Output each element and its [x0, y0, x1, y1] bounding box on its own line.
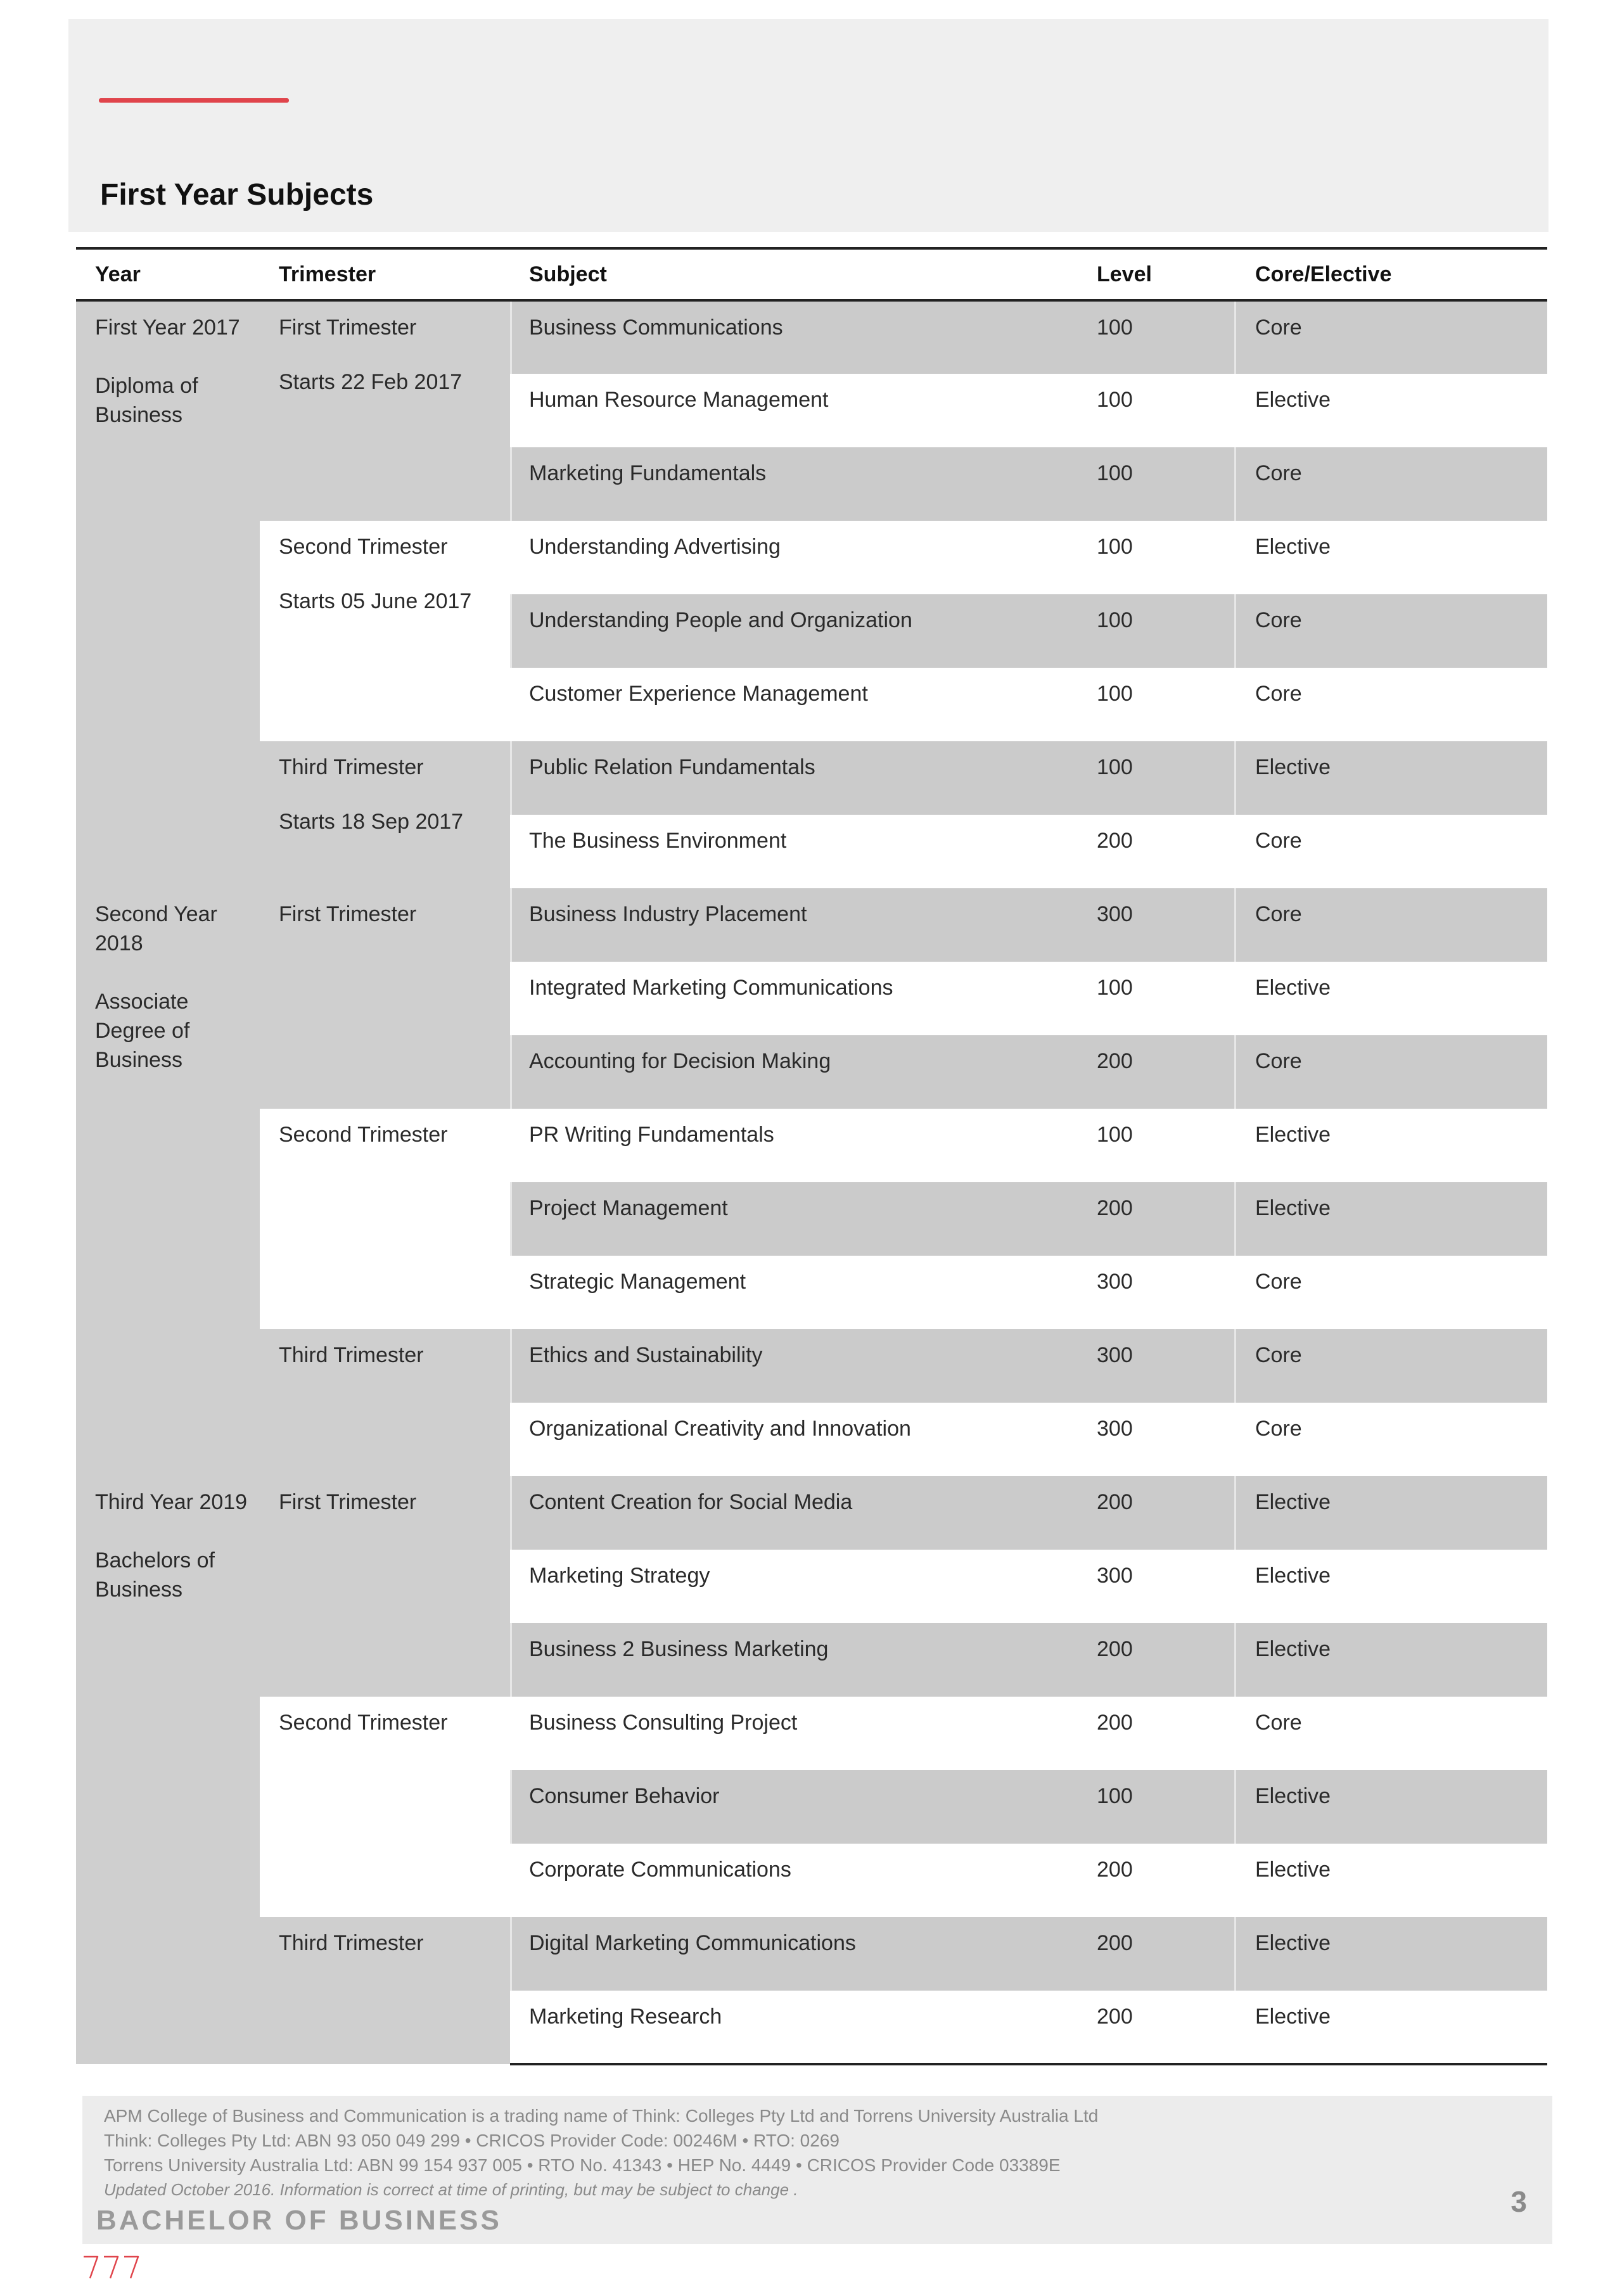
level-cell: 300 [1078, 1550, 1236, 1623]
trimester-cell [260, 1917, 510, 2064]
footer-update-note: Updated October 2016. Information is correct at time of printing, but may be subject to change . [104, 2180, 798, 2199]
level-cell: 100 [1078, 594, 1236, 668]
core-elective-cell: Elective [1236, 962, 1547, 1035]
level-cell: 200 [1078, 1476, 1236, 1550]
footer-line: Think: Colleges Pty Ltd: ABN 93 050 049 299 • CRICOS Provider Code: 00246M • RTO: 0269 [104, 2131, 840, 2150]
subjects-table [76, 247, 1547, 2065]
core-elective-cell: Elective [1236, 1623, 1547, 1697]
trimester-label: Second Trimester [279, 1123, 448, 1147]
trimester-cell [260, 1697, 510, 1917]
subject-cell: Human Resource Management [510, 374, 1078, 447]
trimester-cell [260, 521, 510, 741]
trimester-label: Third Trimester [279, 1931, 424, 1955]
year-cell [76, 300, 260, 888]
core-elective-cell: Elective [1236, 1550, 1547, 1623]
core-elective-cell: Core [1236, 300, 1547, 374]
core-elective-cell: Core [1236, 668, 1547, 741]
subject-cell: Organizational Creativity and Innovation [510, 1403, 1078, 1476]
trimester-cell [260, 741, 510, 888]
core-elective-cell: Elective [1236, 741, 1547, 815]
footer-brand: BACHELOR OF BUSINESS [96, 2205, 502, 2236]
trimester-cell [260, 1476, 510, 1697]
core-elective-cell: Elective [1236, 521, 1547, 594]
core-elective-cell: Core [1236, 1403, 1547, 1476]
trimester-start-date: Starts 18 Sep 2017 [279, 810, 464, 834]
subject-cell: Accounting for Decision Making [510, 1035, 1078, 1109]
level-cell: 100 [1078, 300, 1236, 374]
subject-cell: Business 2 Business Marketing [510, 1623, 1078, 1697]
trimester-label: Third Trimester [279, 1343, 424, 1367]
level-cell: 100 [1078, 962, 1236, 1035]
level-cell: 100 [1078, 374, 1236, 447]
subject-cell: Digital Marketing Communications [510, 1917, 1078, 1991]
subject-cell: Strategic Management [510, 1256, 1078, 1329]
subject-cell: Business Consulting Project [510, 1697, 1078, 1770]
level-cell: 300 [1078, 1403, 1236, 1476]
level-cell: 100 [1078, 1109, 1236, 1182]
subject-cell: The Business Environment [510, 815, 1078, 888]
core-elective-cell: Core [1236, 447, 1547, 521]
table-row [76, 1329, 1547, 1403]
level-cell: 200 [1078, 1035, 1236, 1109]
subject-cell: PR Writing Fundamentals [510, 1109, 1078, 1182]
footer-legal-text [104, 2103, 1098, 2202]
core-elective-cell: Elective [1236, 1991, 1547, 2064]
subject-cell: Project Management [510, 1182, 1078, 1256]
level-cell: 200 [1078, 1917, 1236, 1991]
column-header-core-elective: Core/Elective [1236, 248, 1547, 300]
accent-line [99, 98, 289, 103]
core-elective-cell: Elective [1236, 1476, 1547, 1550]
subject-cell: Business Communications [510, 300, 1078, 374]
core-elective-cell: Core [1236, 1329, 1547, 1403]
table-row [76, 1917, 1547, 1991]
trimester-cell [260, 888, 510, 1109]
year-cell [76, 888, 260, 1476]
footer-line: Torrens University Australia Ltd: ABN 99 154 937 005 • RTO No. 41343 • HEP No. 4449 • CRICOS Provider Code 03389E [104, 2155, 1061, 2175]
level-cell: 100 [1078, 447, 1236, 521]
subject-cell: Public Relation Fundamentals [510, 741, 1078, 815]
trimester-label: First Trimester [279, 902, 417, 926]
core-elective-cell: Elective [1236, 1109, 1547, 1182]
year-label: First Year 2017 [95, 316, 240, 340]
trimester-cell [260, 1109, 510, 1329]
level-cell: 100 [1078, 741, 1236, 815]
subject-cell: Marketing Fundamentals [510, 447, 1078, 521]
level-cell: 200 [1078, 1991, 1236, 2064]
footer-line: APM College of Business and Communication is a trading name of Think: Colleges Pty Ltd and Torrens University Australia Ltd [104, 2106, 1099, 2126]
subject-cell: Customer Experience Management [510, 668, 1078, 741]
page-number: 3 [1510, 2185, 1527, 2218]
subject-cell: Understanding Advertising [510, 521, 1078, 594]
core-elective-cell: Core [1236, 1256, 1547, 1329]
level-cell: 200 [1078, 1697, 1236, 1770]
table-header-row [76, 248, 1547, 300]
core-elective-cell: Core [1236, 888, 1547, 962]
subject-cell: Marketing Research [510, 1991, 1078, 2064]
subject-cell: Integrated Marketing Communications [510, 962, 1078, 1035]
trimester-cell [260, 1329, 510, 1476]
subject-cell: Marketing Strategy [510, 1550, 1078, 1623]
degree-label: Associate Degree of Business [95, 990, 190, 1072]
trimester-label: First Trimester [279, 1490, 417, 1514]
page-footer [82, 2096, 1552, 2244]
core-elective-cell: Core [1236, 815, 1547, 888]
table-row [76, 888, 1547, 962]
core-elective-cell: Core [1236, 594, 1547, 668]
subject-cell: Content Creation for Social Media [510, 1476, 1078, 1550]
year-cell [76, 1476, 260, 2064]
degree-label: Bachelors of Business [95, 1548, 215, 1602]
level-cell: 300 [1078, 1256, 1236, 1329]
year-label: Second Year 2018 [95, 902, 217, 955]
trimester-label: Second Trimester [279, 1711, 448, 1735]
core-elective-cell: Core [1236, 1697, 1547, 1770]
core-elective-cell: Elective [1236, 1917, 1547, 1991]
column-header-year: Year [76, 248, 260, 300]
column-header-subject: Subject [510, 248, 1078, 300]
trimester-label: First Trimester [279, 316, 417, 340]
level-cell: 300 [1078, 1329, 1236, 1403]
subject-cell: Ethics and Sustainability [510, 1329, 1078, 1403]
trimester-start-date: Starts 22 Feb 2017 [279, 370, 463, 394]
core-elective-cell: Elective [1236, 374, 1547, 447]
core-elective-cell: Core [1236, 1035, 1547, 1109]
subject-cell: Consumer Behavior [510, 1770, 1078, 1844]
column-header-trimester: Trimester [260, 248, 510, 300]
degree-label: Diploma of Business [95, 374, 198, 427]
trimester-cell [260, 300, 510, 521]
table-row [76, 1476, 1547, 1550]
level-cell: 200 [1078, 1844, 1236, 1917]
subject-cell: Business Industry Placement [510, 888, 1078, 962]
level-cell: 100 [1078, 668, 1236, 741]
page-title: First Year Subjects [100, 178, 374, 212]
trimester-label: Second Trimester [279, 535, 448, 559]
table-row [76, 1697, 1547, 1770]
apm-logo-icon [81, 2250, 144, 2282]
trimester-start-date: Starts 05 June 2017 [279, 589, 472, 613]
level-cell: 200 [1078, 1182, 1236, 1256]
column-header-level: Level [1078, 248, 1236, 300]
core-elective-cell: Elective [1236, 1770, 1547, 1844]
subject-cell: Understanding People and Organization [510, 594, 1078, 668]
year-label: Third Year 2019 [95, 1490, 248, 1514]
table-row [76, 1109, 1547, 1182]
table-row [76, 300, 1547, 374]
trimester-label: Third Trimester [279, 755, 424, 779]
table-row [76, 521, 1547, 594]
core-elective-cell: Elective [1236, 1844, 1547, 1917]
level-cell: 100 [1078, 521, 1236, 594]
level-cell: 300 [1078, 888, 1236, 962]
subject-cell: Corporate Communications [510, 1844, 1078, 1917]
table-row [76, 741, 1547, 815]
level-cell: 200 [1078, 1623, 1236, 1697]
level-cell: 100 [1078, 1770, 1236, 1844]
core-elective-cell: Elective [1236, 1182, 1547, 1256]
page-header [68, 19, 1549, 232]
level-cell: 200 [1078, 815, 1236, 888]
